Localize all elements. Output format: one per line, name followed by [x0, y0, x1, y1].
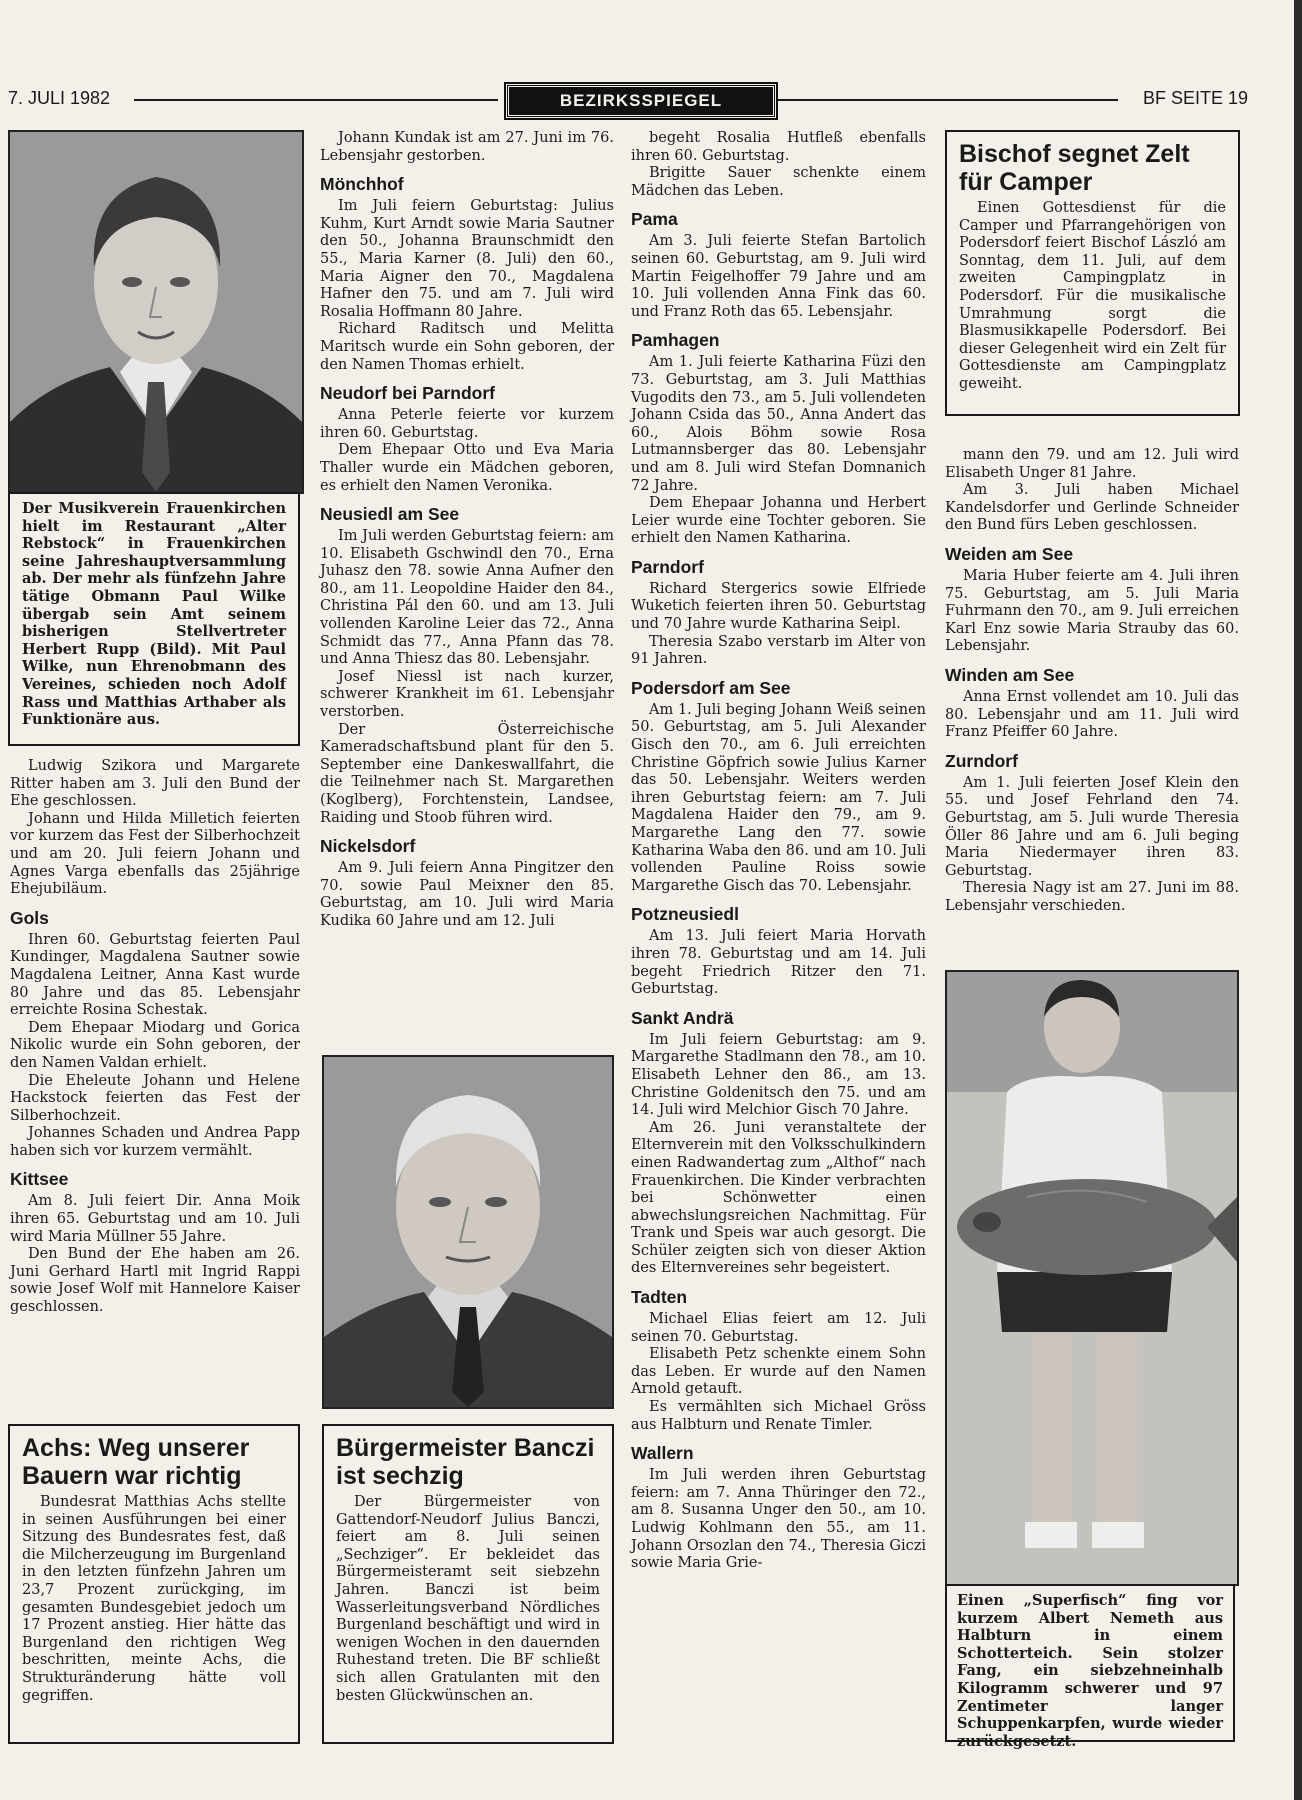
heading-winden: Winden am See	[945, 664, 1075, 685]
issue-date: 7. JULI 1982	[8, 88, 111, 108]
photo-fisherman-carp	[945, 970, 1239, 1586]
article-achs: Achs: Weg unserer Bauern war richtig Bundesrat Matthias Achs stellte in seinen Ausführungen bei einer Sitzung des Bundesrates fest, daß die Milcherzeugung im Burgenland in den letzten fünfzehn Jahren um 23,7 Prozent zurückging, im gesamten Bundesgebiet jedoch um 17 Prozent anstieg. Hier hätte das Burgenland den richtigen Weg beschritten, meinte Achs, die Strukturänderung hätte voll gegriffen.	[8, 1424, 300, 1744]
photo-portrait-banczi	[322, 1055, 614, 1409]
heading-parndorf: Parndorf	[631, 556, 704, 577]
page-header	[8, 84, 1248, 114]
header-rule-left	[134, 99, 498, 101]
article-banczi-title: Bürgermeister Banczi ist sechzig	[336, 1434, 595, 1490]
heading-sankt-andrae: Sankt Andrä	[631, 1007, 734, 1028]
heading-zurndorf: Zurndorf	[945, 750, 1018, 771]
page-edge	[1294, 0, 1302, 1800]
heading-neudorf: Neudorf bei Parndorf	[320, 383, 496, 404]
column-1: Ludwig Szikora und Margarete Ritter haben am 3. Juli den Bund der Ehe geschlossen. Johann und Hilda Milletich feierten vor kurzem das Fest der Silberhochzeit und am 20. Juli feiern Johann und Agnes Varga ebenfalls das 25jährige Ehejubiläum. Gols Ihren 60. Geburtstag feierten Paul Kundinger, Magdalena Sautner sowie Magdalena Leitner, Anna Kast wurde 80 Jahre und das 85. Lebensjahr erreichte Rosina Schestak. Dem Ehepaar Miodarg und Gorica Nikolic wurde ein Sohn geboren, der den Namen Valdan erhielt. Die Eheleute Johann und Helene Hackstock feierten das Fest der Silberhochzeit. Johannes Schaden und Andrea Papp haben sich vor kurzem vermählt. Kittsee Am 8. Juli feiert Dir. Anna Moik ihren 65. Geburtstag und am 10. Juli wird Maria Müllner 55 Jahre. Den Bund der Ehe haben am 26. Juni Gerhard Hartl mit Ingrid Rappi sowie Josef Wolf mit Hannelore Kaiser geschlossen.	[10, 758, 300, 1316]
heading-gols: Gols	[10, 907, 49, 928]
heading-nickelsdorf: Nickelsdorf	[320, 836, 416, 857]
heading-pama: Pama	[631, 209, 678, 230]
article-camper: Bischof segnet Zelt für Camper Einen Gottesdienst für die Camper und Pfarrangehörigen von Podersdorf feiert Bischof László am Sonntag, dem 11. Juli, auf dem zweiten Campingplatz in Podersdorf. Für die musikalische Umrahmung sorgt die Blasmusikkapelle Podersdorf. Bei dieser Gelegenheit wird ein Zelt für Gottesdienste am Campingplatz geweiht.	[945, 130, 1240, 416]
heading-tadten: Tadten	[631, 1287, 688, 1308]
photo-caption-superfisch: Einen „Superfisch“ fing vor kurzem Albert Nemeth aus Halbturn in einem Schotterteich. Sein stolzer Fang, ein siebzehneinhalb Kilogramm schwerer und 97 Zentimeter langer Schuppenkarpfen, wurde wieder zurückgesetzt.	[945, 1584, 1235, 1742]
heading-weiden: Weiden am See	[945, 543, 1074, 564]
article-achs-title: Achs: Weg unserer Bauern war richtig	[22, 1434, 250, 1490]
article-banczi: Bürgermeister Banczi ist sechzig Der Bürgermeister von Gattendorf-Neudorf Julius Banczi, feiert am 8. Juli seinen „Sechziger“. Er bekleidet das Bürgermeisteramt seit siebzehn Jahren. Banczi ist beim Wasserleitungsverband Nördliches Burgenland beschäftigt und wird in wenigen Wochen in den dauernden Ruhestand treten. Die BF schließt sich allen Gratulanten mit den besten Glückwünschen an.	[322, 1424, 614, 1744]
heading-moenchhof: Mönchhof	[320, 174, 404, 195]
heading-potzneusiedl: Potzneusiedl	[631, 904, 739, 925]
column-2: Johann Kundak ist am 27. Juni im 76. Lebensjahr gestorben. Mönchhof Im Juli feiern Geburtstag: Julius Kuhm, Kurt Arndt sowie Maria Sautner den 50., Johanna Braunschmidt den 55., Maria Karner (8. Juli) den 60., Maria Aigner den 70., Magdalena Hafner den 75. und am 7. Juli wird Rosalia Hoffmann 80 Jahre. Richard Raditsch und Melitta Maritsch wurde ein Sohn geboren, der den Namen Thomas erhielt. Neudorf bei Parndorf Anna Peterle feierte vor kurzem ihren 60. Geburtstag. Dem Ehepaar Otto und Eva Maria Thaller wurde ein Mädchen geboren, es erhielt den Namen Veronika. Neusiedl am See Im Juli werden Geburtstag feiern: am 10. Elisabeth Gschwindl den 70., Erna Juhasz den 78. sowie Anna Aufner den 80., am 11. Leopoldine Haider den 84., Christina Pál den 60. und am 13. Juli vollenden Karoline Leier das 72., Anna Schmidt das 77., Anna Pfann das 78. und Anna Thiesz das 80. Lebensjahr. Josef Niessl ist nach kurzer, schwerer Krankheit im 61. Lebensjahr verstorben. Der Österreichische Kameradschaftsbund plant für den 5. September eine Dankeswallfahrt, die die Teilnehmer nach St. Margarethen (Koglberg), Forchtenstein, Landsee, Raiding und Stoob führen wird. Nickelsdorf Am 9. Juli feiern Anna Pingitzer den 70. sowie Paul Meixner den 85. Geburtstag, am 10. Juli wird Maria Kudika 60 Jahre und am 12. Juli	[320, 130, 614, 929]
heading-neusiedl: Neusiedl am See	[320, 504, 460, 525]
column-3: begeht Rosalia Hutfleß ebenfalls ihren 60. Geburtstag. Brigitte Sauer schenkte einem Mädchen das Leben. Pama Am 3. Juli feierte Stefan Bartolich seinen 60. Geburtstag, am 9. Juli wird Martin Feigelhoffer 79 Jahre und am 10. Juli vollenden Anna Fink das 60. und Franz Roth das 65. Lebensjahr. Pamhagen Am 1. Juli feierte Katharina Füzi den 73. Geburtstag, am 3. Juli Matthias Vugodits den 73., am 5. Juli vollendeten Johann Csida das 50., Anna Andert das 60., Alois Böhm sowie Rosa Lutmannsberger das 80. Lebensjahr und am 8. Juli wird Stefan Domnanich 72 Jahre. Dem Ehepaar Johanna und Herbert Leier wurde eine Tochter geboren. Sie erhielt den Namen Katharina. Parndorf Richard Stergerics sowie Elfriede Wuketich feierten ihren 50. Geburtstag und 70 Jahre wurde Katharina Seipl. Theresia Szabo verstarb im Alter von 91 Jahren. Podersdorf am See Am 1. Juli beging Johann Weiß seinen 50. Geburtstag, am 5. Juli Alexander Gisch den 70., am 6. Juli erreichten Christine Göpfrich sowie Julius Karner das 50. Lebensjahr. Weiters werden ihren Geburtstag feiern: am 7. Juli Magdalena Haider den 79., am 9. Margarethe Lang den 77. sowie Katharina Waba den 86. und am 10. Juli vollenden Pauline Roiss sowie Margarethe Gisch das 70. Lebensjahr. Potzneusiedl Am 13. Juli feiert Maria Horvath ihren 78. Geburtstag und am 14. Juli begeht Friedrich Ritzer den 71. Geburtstag. Sankt Andrä Im Juli feiern Geburtstag: am 9. Margarethe Stadlmann den 78., am 10. Elisabeth Lehner den 86., am 13. Christine Goldenitsch den 75. und am 14. Juli wird Melchior Gisch 70 Jahre. Am 26. Juni veranstaltete der Elternverein mit den Volksschulkindern einen Radwandertag zum „Althof“ nach Frauenkirchen. Die Kinder verbrachten bei Schönwetter einen abwechslungsreichen Nachmittag. Für Trank und Speis war auch gesorgt. Die Schüler zeigten sich von dieser Aktion des Elternvereines sehr begeistert. Tadten Michael Elias feiert am 12. Juli seinen 70. Geburtstag. Elisabeth Petz schenkte einem Sohn das Leben. Er wurde auf den Namen Arnold getauft. Es vermählten sich Michael Gröss aus Halbturn und Renate Timler. Wallern Im Juli werden ihren Geburtstag feiern: am 7. Anna Thüringer den 72., am 8. Susanna Unger den 50., am 10. Ludwig Kohlmann den 55., am 11. Johann Orsozlan den 74., Theresia Giczi sowie Maria Grie-	[631, 130, 926, 1572]
article-camper-title: Bischof segnet Zelt für Camper	[959, 140, 1190, 196]
heading-podersdorf: Podersdorf am See	[631, 677, 791, 698]
section-badge: BEZIRKSSPIEGEL	[506, 84, 776, 118]
heading-kittsee: Kittsee	[10, 1169, 69, 1190]
page-number: BF SEITE 19	[1142, 88, 1248, 108]
heading-pamhagen: Pamhagen	[631, 330, 720, 351]
header-rule-right	[778, 99, 1118, 101]
photo-portrait-rupp	[8, 130, 304, 494]
column-4: mann den 79. und am 12. Juli wird Elisabeth Unger 81 Jahre. Am 3. Juli haben Michael Kandelsdorfer und Gerlinde Schneider den Bund fürs Leben geschlossen. Weiden am See Maria Huber feierte am 4. Juli ihren 75. Geburtstag, am 5. Juli Maria Fuhrmann den 70., am 9. Juli erreichen Karl Enz sowie Maria Strauby das 60. Lebensjahr. Winden am See Anna Ernst vollendet am 10. Juli das 80. Lebensjahr und am 11. Juli wird Franz Pfeiffer 60 Jahre. Zurndorf Am 1. Juli feierten Josef Klein den 55. und Josef Fehrland den 74. Geburtstag, am 5. Juli wurde Theresia Öller 86 Jahre und am 6. Juli beging Maria Niedermayer ihren 83. Geburtstag. Theresia Nagy ist am 27. Juni im 88. Lebensjahr verschieden.	[945, 447, 1239, 914]
photo-caption-musikverein: Der Musikverein Frauenkirchen hielt im Restaurant „Alter Rebstock“ in Frauenkirchen seine Jahreshauptversammlung ab. Der mehr als fünfzehn Jahre tätige Obmann Paul Wilke übergab sein Amt seinem bisherigen Stellvertreter Herbert Rupp (Bild). Mit Paul Wilke, nun Ehrenobmann des Vereines, schieden noch Adolf Rass und Matthias Arthaber als Funktionäre aus.	[8, 492, 300, 746]
heading-wallern: Wallern	[631, 1443, 694, 1464]
